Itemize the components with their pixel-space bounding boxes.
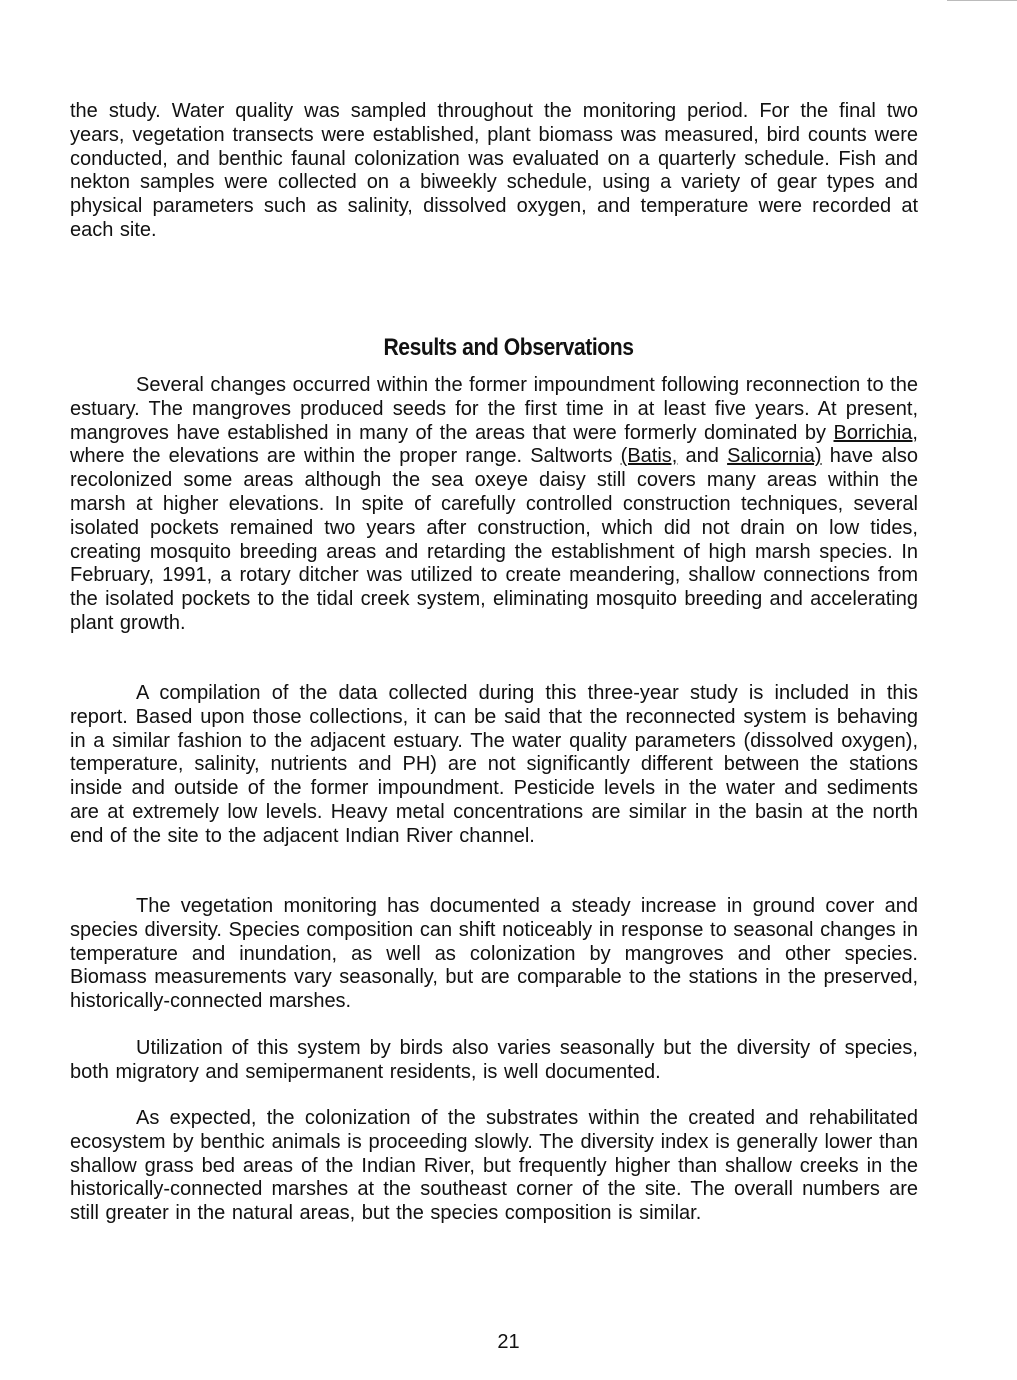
top-edge-rule xyxy=(947,0,1017,1)
paragraph-text: and xyxy=(677,445,728,468)
paragraph-methods-continued: the study. Water quality was sampled throughout the monitoring period. For the final two years, vegetation transects were established, plant biomass was measured, bird counts were conducted, and benthic faunal colonization was evaluated on a quarterly schedule. Fish and nekton samples were collected on a biweekly schedule, using a variety of gear types and physical parameters such as salinity, dissolved oxygen, and temperature were recorded at each site. xyxy=(70,100,918,241)
paragraph-text: where the elevations are within the proper range. Saltworts xyxy=(70,445,621,468)
page-number: 21 xyxy=(497,1331,520,1353)
paragraph-changes-after-reconnection xyxy=(70,374,918,636)
section-heading: Results and Observations xyxy=(383,333,634,361)
paragraph-vegetation-monitoring: The vegetation monitoring has documented a steady increase in ground cover and species diversity. Species composition can shift noticeably in response to seasonal changes in temperature and inundation, as well as colonization by mangroves and other species. Biomass measurements vary seasonally, but are comparable to the stations in the preserved, historically-connected marshes. xyxy=(70,895,918,1013)
species-name-batis: (Batis, xyxy=(620,445,678,468)
paragraph-data-compilation: A compilation of the data collected during this three-year study is included in this report. Based upon those collections, it can be said that the reconnected system is behaving in a similar fashion to the adjacent estuary. The water quality parameters (dissolved oxygen), temperature, salinity, nutrients and PH) are not significantly different between the stations inside and outside of the former impoundment. Pesticide levels in the water and sediments are at extremely low levels. Heavy metal concentrations are similar in the basin at the north end of the site to the adjacent Indian River channel. xyxy=(70,682,918,847)
paragraph-benthic-colonization: As expected, the colonization of the substrates within the created and rehabilitated ecosystem by benthic animals is proceeding slowly. The diversity index is generally lower than shallow grass bed areas of the Indian River, but frequently higher than shallow creeks in the historically-connected marshes at the southeast corner of the site. The overall numbers are still greater in the natural areas, but the species composition is similar. xyxy=(70,1107,918,1225)
species-name-borrichia: Borrichia, xyxy=(833,421,918,444)
paragraph-text: have also recolonized some areas although the sea oxeye daisy still covers many areas within the marsh at higher elevations. In spite of carefully controlled construction techniques, several isolated pockets remained two years after construction, which did not drain on low tides, creating mosquito breeding areas and retarding the establishment of high marsh species. In February, 1991, a rotary ditcher was utilized to create meandering, shallow connections from the isolated pockets to the tidal creek system, eliminating mosquito breeding and accelerating plant growth. xyxy=(70,445,919,634)
paragraph-text: Several changes occurred within the former impoundment following reconnection to the estuary. The mangroves produced seeds for the first time in at least five years. At present, mangroves have established in many of the areas that were formerly dominated by xyxy=(70,374,918,444)
paragraph-bird-utilization: Utilization of this system by birds also varies seasonally but the diversity of species, both migratory and semipermanent residents, is well documented. xyxy=(70,1037,918,1083)
species-name-salicornia: Salicornia) xyxy=(727,445,822,468)
